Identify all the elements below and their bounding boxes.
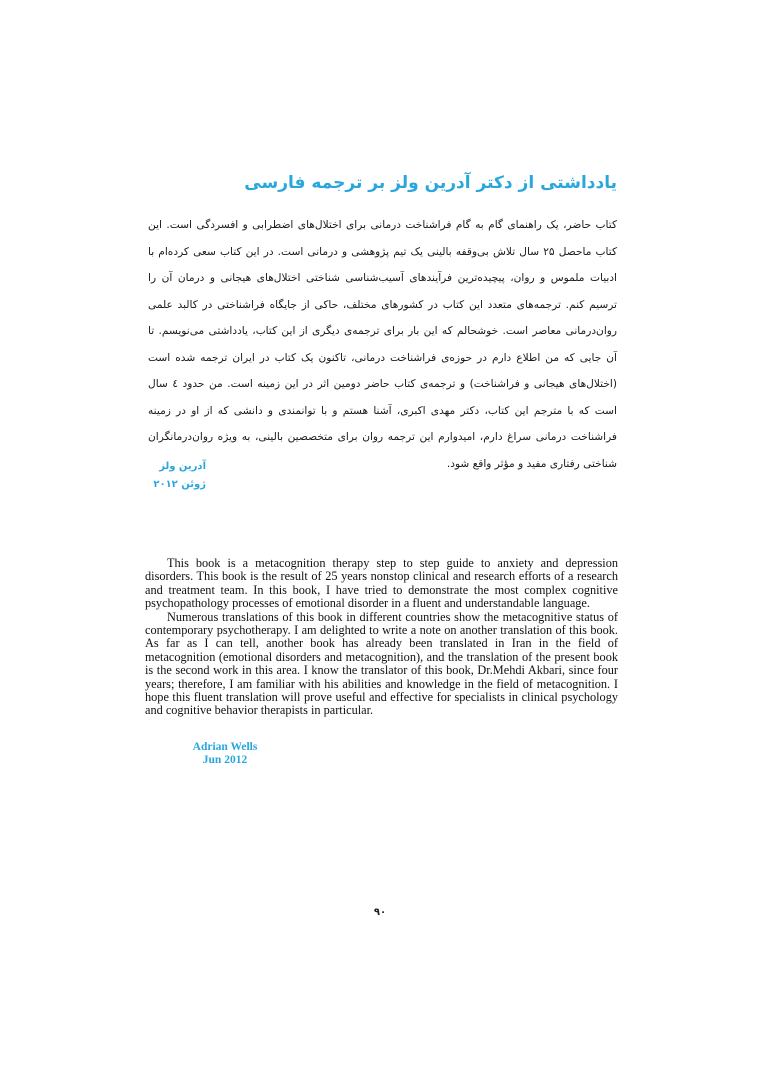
persian-note-body: کتاب حاضر، یک راهنمای گام به گام فراشناخت درمانی برای اختلال‌های اضطرابی و افسردگی است. این کتاب ماحصل ۲۵ سال تلاش بی‌وقفه بالینی یک تیم پژوهشی و درمانی است. در این کتاب سعی کرده‌ام با ادبیات ملموس و روان، پیچیده‌ترین فرآیندهای آسیب‌شناسی شناختی اختلال‌های هیجانی و درمان آن را ترسیم کنم. ترجمه‌های متعدد این کتاب در کشورهای مختلف، حاکی از جایگاه فراشناختی در کالبد علمی روان‌درمانی معاصر است. خوشحالم که این بار برای ترجمه‌ی دیگری از این کتاب، یادداشتی می‌نویسم. تا آن جایی که من اطلاع دارم در حوزه‌ی فراشناخت درمانی، تاکنون یک کتاب در ایران ترجمه شده است (اختلال‌های هیجانی و فراشناخت) و ترجمه‌ی کتاب حاضر دومین اثر در این زمینه است. من حدود ٤ سال است که با مترجم این کتاب، دکتر مهدی اکبری، آشنا هستم و با توانمندی و دانشی که از او در زمینه فراشناخت درمانی سراغ دارم، امیدوارم این ترجمه روان برای متخصصین بالینی، به ویژه روان‌درمانگران شناختی رفتاری مفید و مؤثر واقع شود. <box>148 219 617 470</box>
persian-signature <box>86 458 206 494</box>
english-paragraph-1: This book is a metacognition therapy step to step guide to anxiety and depression disorders. This book is the result of 25 years nonstop clinical and research efforts of a research and treatment team. In this book, I have tried to demonstrate the most complex cognitive psychopathology processes of emotional disorder in a fluent and understandable language. <box>145 556 618 611</box>
persian-note-title: یادداشتی از دکتر آدرین ولز بر ترجمه فارسی <box>244 173 617 193</box>
english-signature-name: Adrian Wells <box>192 741 258 753</box>
english-signature-date: Jun 2012 <box>202 754 248 766</box>
persian-signature-name: آدرین ولز <box>159 461 206 472</box>
english-note-body <box>145 557 618 718</box>
persian-signature-date: ژوئن ۲۰۱۲ <box>153 479 206 490</box>
english-paragraph-2: Numerous translations of this book in different countries show the metacognitive status of contemporary psychotherapy. I am delighted to write a note on another translation of this book. As far as I can tell, another book has already been translated in Iran in the field of metacognition (emotional disorders and metacognition), and the translation of the present book is the second work in this area. I know the translator of this book, Dr.Mehdi Akbari, since four years; therefore, I am familiar with his abilities and knowledge in the field of metacognition. I hope this fluent translation will prove useful and effective for specialists in clinical psychology and cognitive behavior therapists in particular. <box>145 609 618 718</box>
page-number: ۹۰ <box>373 907 387 918</box>
english-signature <box>165 741 285 767</box>
